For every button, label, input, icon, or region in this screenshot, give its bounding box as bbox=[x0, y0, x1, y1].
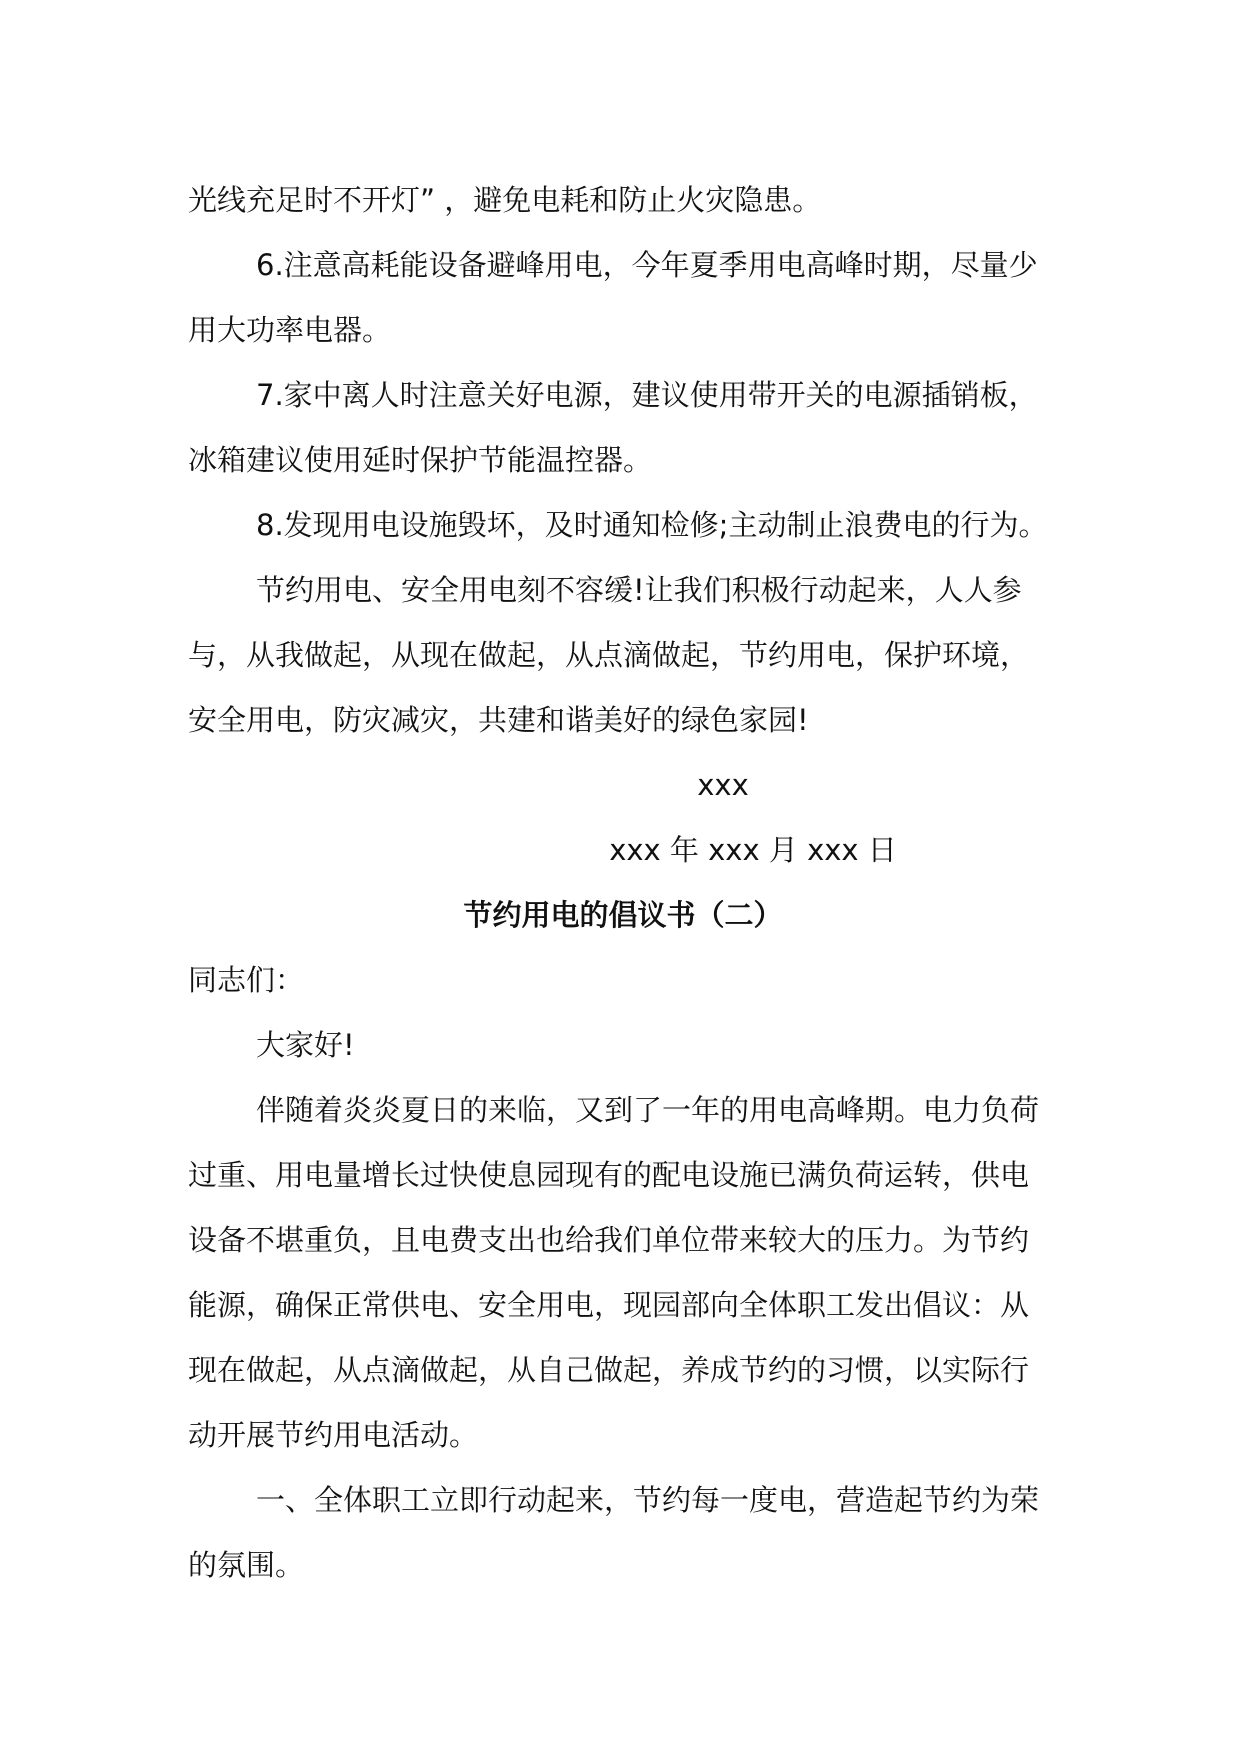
text-line: 节约用电、安全用电刻不容缓!让我们积极行动起来，人人参 bbox=[256, 573, 1022, 607]
section-title: 节约用电的倡议书（二） bbox=[463, 898, 783, 932]
document-body bbox=[188, 168, 1058, 1598]
text-line: 7.家中离人时注意关好电源，建议使用带开关的电源插销板， bbox=[256, 378, 1038, 412]
text-line: 与，从我做起，从现在做起，从点滴做起，节约用电，保护环境， bbox=[188, 638, 1030, 672]
text-line: 能源，确保正常供电、安全用电，现园部向全体职工发出倡议：从 bbox=[188, 1288, 1030, 1322]
salutation: 同志们： bbox=[188, 963, 305, 997]
greeting: 大家好! bbox=[256, 1028, 355, 1062]
signature-name: xxx bbox=[697, 768, 749, 802]
text-line: 过重、用电量增长过快使息园现有的配电设施已满负荷运转，供电 bbox=[188, 1158, 1030, 1192]
text-line: 动开展节约用电活动。 bbox=[188, 1418, 479, 1452]
text-line: 用大功率电器。 bbox=[188, 313, 392, 347]
text-line: 现在做起，从点滴做起，从自己做起，养成节约的习惯，以实际行 bbox=[188, 1353, 1030, 1387]
text-line: 伴随着炎炎夏日的来临，又到了一年的用电高峰期。电力负荷 bbox=[256, 1093, 1040, 1127]
text-line: 8.发现用电设施毁坏，及时通知检修;主动制止浪费电的行为。 bbox=[256, 508, 1048, 542]
text-line: 的氛围。 bbox=[188, 1548, 305, 1582]
text-line: 设备不堪重负，且电费支出也给我们单位带来较大的压力。为节约 bbox=[188, 1223, 1030, 1257]
text-line: 6.注意高耗能设备避峰用电，今年夏季用电高峰时期，尽量少 bbox=[256, 248, 1038, 282]
text-line: 冰箱建议使用延时保护节能温控器。 bbox=[188, 443, 653, 477]
text-line: 一、全体职工立即行动起来，节约每一度电，营造起节约为荣 bbox=[256, 1483, 1040, 1517]
text-line: 安全用电，防灾减灾，共建和谐美好的绿色家园! bbox=[188, 703, 809, 737]
signature-date: xxx 年 xxx 月 xxx 日 bbox=[609, 833, 897, 867]
text-line: 光线充足时不开灯” ，避免电耗和防止火灾隐患。 bbox=[188, 183, 822, 217]
